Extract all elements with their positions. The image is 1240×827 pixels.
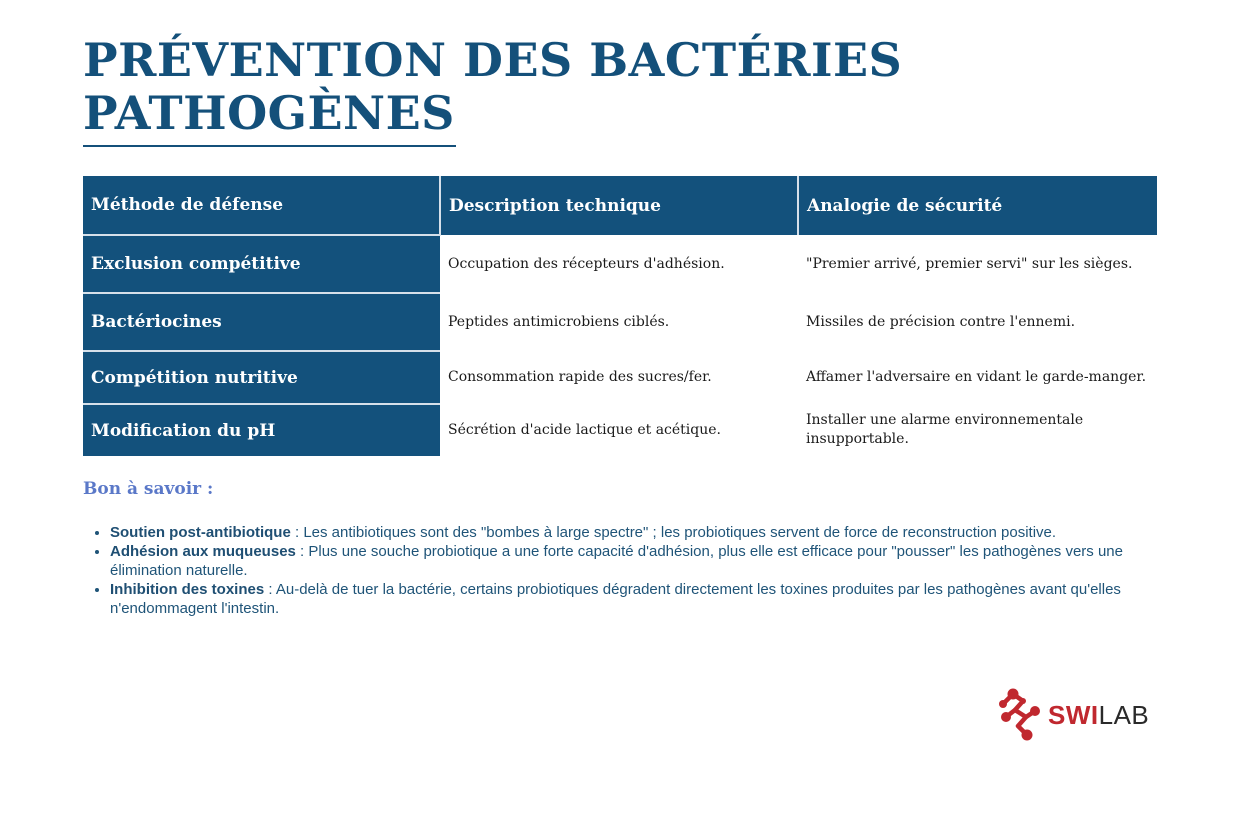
note-term: Inhibition des toxines: [110, 581, 265, 598]
list-item: [110, 542, 1160, 580]
table-row: [83, 351, 1157, 404]
notes-heading: Bon à savoir :: [83, 479, 214, 499]
note-term: Soutien post-antibiotique: [110, 524, 291, 541]
row-analogy: Missiles de précision contre l'ennemi.: [806, 313, 1076, 330]
swilab-logo: [996, 686, 1166, 744]
row-method: Compétition nutritive: [83, 351, 440, 404]
note-text: : Au-delà de tuer la bactérie, certains probiotiques dégradent directement les toxines produites par les pathogènes avant qu'elles n'endommagent l'intestin.: [110, 581, 1121, 617]
table-row: [83, 235, 1157, 293]
molecule-logo-icon: [996, 686, 1044, 744]
row-analogy: Affamer l'adversaire en vidant le garde-manger.: [806, 369, 1147, 385]
page-title: PRÉVENTION DES BACTÉRIES PATHOGÈNES: [83, 33, 903, 140]
row-analogy: "Premier arrivé, premier servi" sur les sièges.: [806, 255, 1133, 272]
note-text: : Plus une souche probiotique a une forte capacité d'adhésion, plus elle est efficace pour "pousser" les pathogènes vers une élimination naturelle.: [110, 543, 1123, 579]
list-item: [110, 580, 1160, 618]
note-term: Adhésion aux muqueuses: [110, 543, 296, 560]
logo-text-swi: SWI: [1048, 700, 1099, 730]
table-row: [83, 404, 1157, 456]
header-analogy: Analogie de sécurité: [798, 176, 1157, 235]
header-description: Description technique: [440, 176, 798, 235]
row-description: Sécrétion d'acide lactique et acétique.: [448, 421, 721, 438]
table-row: [83, 293, 1157, 351]
row-description: Peptides antimicrobiens ciblés.: [448, 313, 670, 330]
list-item: [110, 523, 1160, 542]
header-method: Méthode de défense: [83, 176, 440, 235]
title-underline: [83, 145, 456, 147]
row-method: Bactériocines: [83, 293, 440, 351]
note-text: : Les antibiotiques sont des "bombes à large spectre" ; les probiotiques servent de force de reconstruction positive.: [290, 524, 1057, 541]
row-description: Consommation rapide des sucres/fer.: [448, 369, 712, 385]
row-analogy: Installer une alarme environnementale insupportable.: [806, 412, 1084, 447]
row-method: Exclusion compétitive: [83, 235, 440, 293]
table-header-row: [83, 176, 1157, 235]
notes-list: [110, 523, 1160, 618]
defense-methods-table: [83, 176, 1157, 456]
row-method: Modification du pH: [83, 404, 440, 456]
logo-text-lab: LAB: [1098, 700, 1150, 730]
row-description: Occupation des récepteurs d'adhésion.: [448, 255, 725, 272]
